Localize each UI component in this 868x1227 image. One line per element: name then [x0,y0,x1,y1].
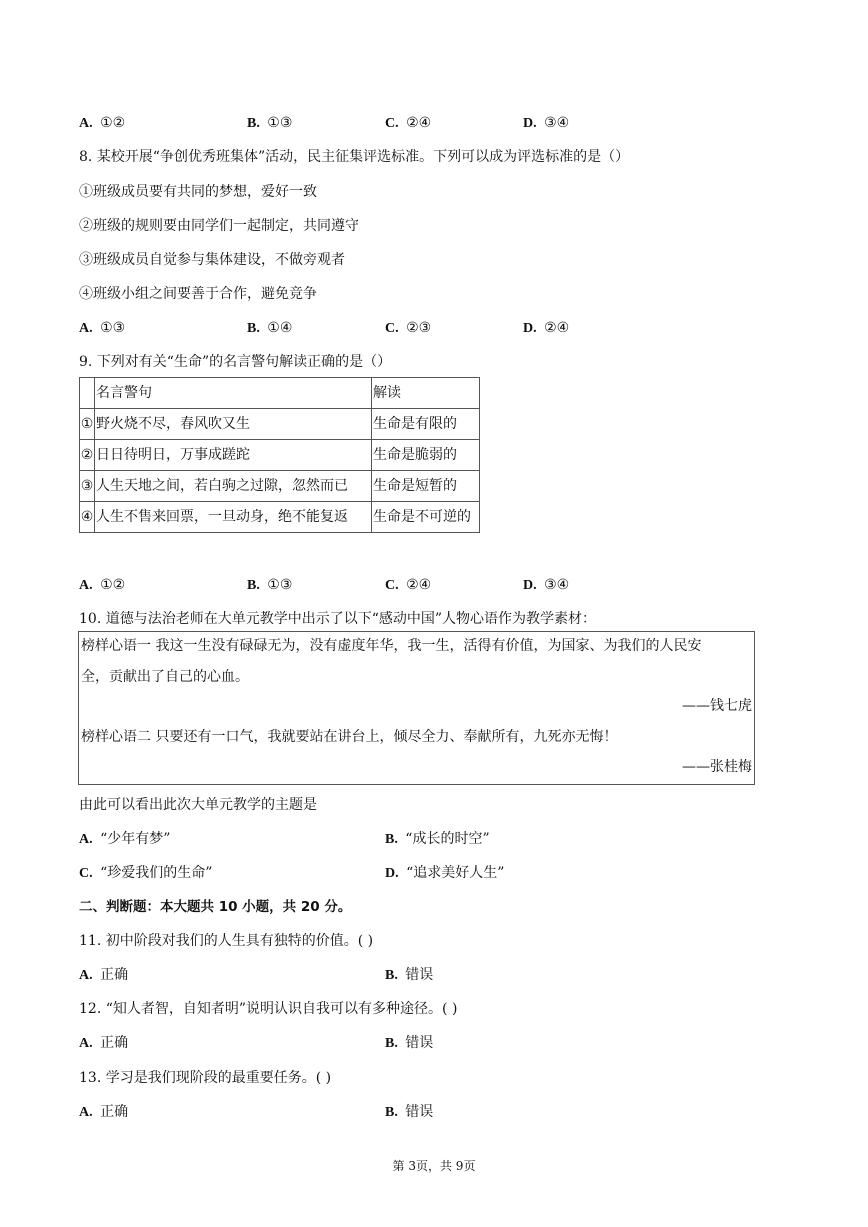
table-row [80,440,480,471]
q8-item-2: ②班级的规则要由同学们一起制定，共同遵守 [79,218,359,234]
row-number: ④ [80,502,95,533]
q7-option-d: D. ③④ [523,115,570,131]
q9-stem: 9. 下列对有关“生命”的名言警句解读正确的是（） [79,354,392,370]
q8-item-3: ③班级成员自觉参与集体建设，不做旁观者 [79,252,345,268]
table-row [80,471,480,502]
section-heading: 二、判断题：本大题共 10 小题，共 20 分。 [79,899,352,915]
table-header-interp: 解读 [372,378,480,409]
q10-stem: 10. 道德与法治老师在大单元教学中出示了以下“感动中国”人物心语作为教学素材： [79,611,597,627]
box-line-2: 全，贡献出了自己的心血。 [81,669,249,685]
q12-option-a: A. 正确 [79,1035,129,1051]
q9-option-a: A. ①② [79,577,126,593]
q11-stem: 11. 初中阶段对我们的人生具有独特的价值。( ) [79,933,374,949]
q11-option-a: A. 正确 [79,967,129,983]
box-line-1: 榜样心语一 我这一生没有碌碌无为，没有虚度年华，我一生，活得有价值，为国家、为我们的人民安 [81,638,702,654]
page-footer: 第 3页，共 9页 [392,1159,476,1173]
q8-option-c: C. ②③ [385,320,432,336]
q10-option-c: C. “珍爱我们的生命” [79,865,213,881]
row-number: ① [80,409,95,440]
row-interp: 生命是有限的 [372,409,480,440]
q7-option-c: C. ②④ [385,115,432,131]
q9-option-b: B. ①③ [247,577,293,593]
row-quote: 野火烧不尽，春风吹又生 [95,409,372,440]
table-row [80,409,480,440]
row-number: ② [80,440,95,471]
signature-2: ——张桂梅 [682,759,752,775]
q8-item-4: ④班级小组之间要善于合作，避免竞争 [79,286,317,302]
row-interp: 生命是短暂的 [372,471,480,502]
q13-stem: 13. 学习是我们现阶段的最重要任务。( ) [79,1070,332,1086]
q9-option-d: D. ③④ [523,577,570,593]
q10-quote-box [78,631,755,785]
row-interp: 生命是脆弱的 [372,440,480,471]
q8-stem: 8. 某校开展“争创优秀班集体”活动，民主征集评选标准。下列可以成为评选标准的是（） [79,149,630,165]
q8-option-b: B. ①④ [247,320,293,336]
q8-option-a: A. ①③ [79,320,126,336]
row-quote: 人生天地之间，若白驹之过隙，忽然而已 [95,471,372,502]
table-cell [80,378,95,409]
q7-option-a: A. ①② [79,115,126,131]
table-row [80,502,480,533]
box-line-3: 榜样心语二 只要还有一口气，我就要站在讲台上，倾尽全力、奉献所有，九死亦无悔！ [81,729,618,745]
signature-1: ——钱七虎 [682,698,752,714]
q12-stem: 12. “知人者智，自知者明”说明认识自我可以有多种途径。( ) [79,1001,458,1017]
q12-option-b: B. 错误 [385,1035,434,1051]
row-quote: 人生不售来回票，一旦动身，绝不能复返 [95,502,372,533]
q9-option-c: C. ②④ [385,577,432,593]
row-interp: 生命是不可逆的 [372,502,480,533]
q8-option-d: D. ②④ [523,320,570,336]
q10-option-d: D. “追求美好人生” [385,865,505,881]
q8-item-1: ①班级成员要有共同的梦想，爱好一致 [79,184,317,200]
row-quote: 日日待明日，万事成蹉跎 [95,440,372,471]
q13-option-a: A. 正确 [79,1104,129,1120]
row-number: ③ [80,471,95,502]
table-header-row [80,378,480,409]
q9-quote-table [79,377,480,533]
q10-option-a: A. “少年有梦” [79,831,171,847]
q10-after-text: 由此可以看出此次大单元教学的主题是 [79,797,317,813]
q13-option-b: B. 错误 [385,1104,434,1120]
q7-option-b: B. ①③ [247,115,293,131]
q11-option-b: B. 错误 [385,967,434,983]
q10-option-b: B. “成长的时空” [385,831,490,847]
table-header-quote: 名言警句 [95,378,372,409]
